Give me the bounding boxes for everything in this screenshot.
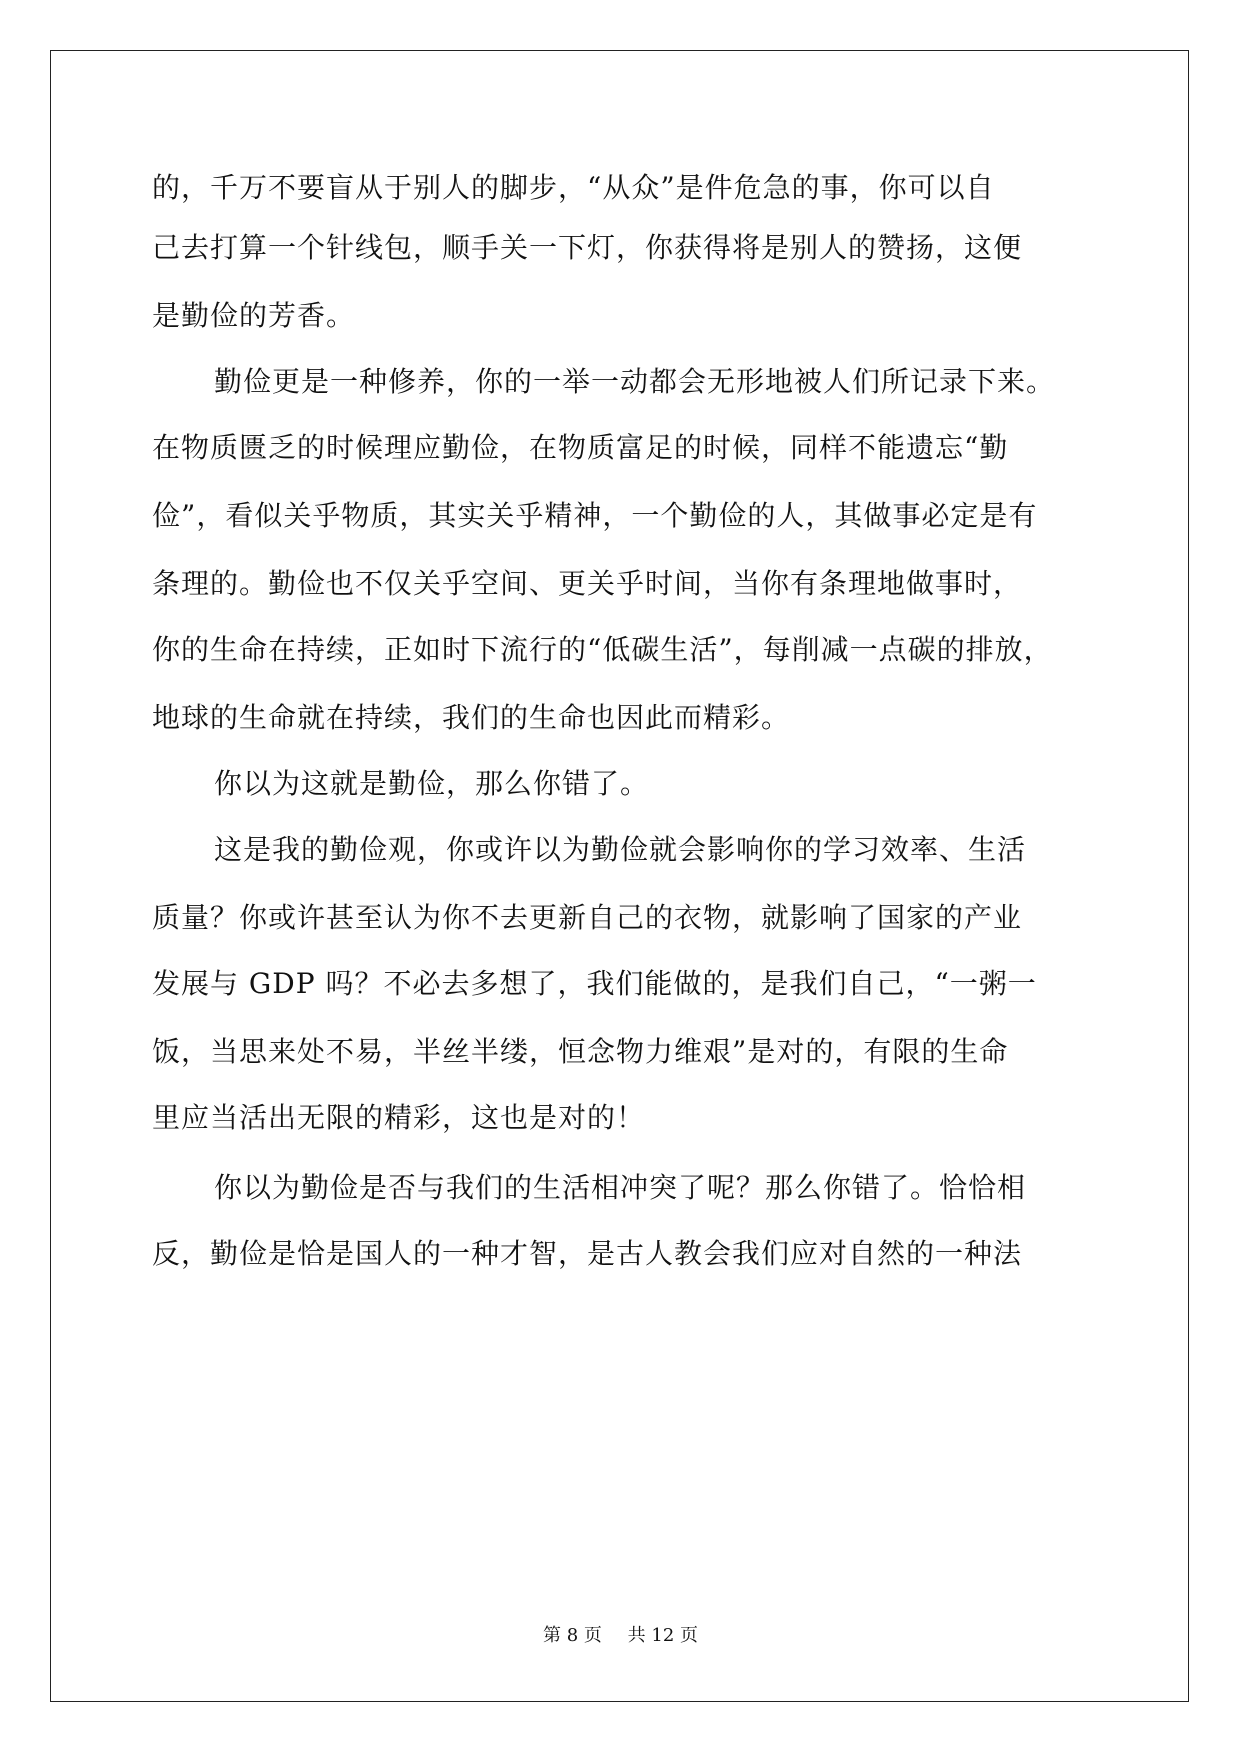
text-line: 这是我的勤俭观，你或许以为勤俭就会影响你的学习效率、生活	[214, 833, 1027, 866]
text-line: 饭，当思来处不易，半丝半缕，恒念物力维艰”是对的，有限的生命	[152, 1035, 1009, 1068]
text-line: 俭”，看似关乎物质，其实关乎精神，一个勤俭的人，其做事必定是有	[152, 499, 1038, 532]
page-footer	[0, 1624, 1241, 1648]
text-line: 在物质匮乏的时候理应勤俭，在物质富足的时候，同样不能遗忘“勤	[152, 431, 1009, 464]
text-line: 你以为勤俭是否与我们的生活相冲突了呢？那么你错了。恰恰相	[214, 1171, 1027, 1204]
text-line: 勤俭更是一种修养，你的一举一动都会无形地被人们所记录下来。	[214, 365, 1056, 398]
text-line: 你以为这就是勤俭，那么你错了。	[214, 767, 650, 800]
text-line: 质量？你或许甚至认为你不去更新自己的衣物，就影响了国家的产业	[152, 901, 1023, 934]
text-line: 条理的。勤俭也不仅关乎空间、更关乎时间，当你有条理地做事时，	[152, 567, 1023, 600]
text-line: 你的生命在持续，正如时下流行的“低碳生活”，每削减一点碳的排放，	[152, 633, 1053, 666]
page-number-current: 第 8 页	[543, 1625, 602, 1646]
text-line: 地球的生命就在持续，我们的生命也因此而精彩。	[152, 701, 791, 734]
text-line: 发展与 GDP 吗？不必去多想了，我们能做的，是我们自己，“一粥一	[152, 967, 1037, 1000]
text-line: 的，千万不要盲从于别人的脚步，“从众”是件危急的事，你可以自	[152, 171, 995, 204]
text-line: 里应当活出无限的精彩，这也是对的！	[152, 1101, 646, 1134]
text-line: 是勤俭的芳香。	[152, 299, 356, 332]
text-line: 己去打算一个针线包，顺手关一下灯，你获得将是别人的赞扬，这便	[152, 231, 1023, 264]
page-number-total: 共 12 页	[627, 1625, 698, 1646]
text-line: 反，勤俭是恰是国人的一种才智，是古人教会我们应对自然的一种法	[152, 1237, 1023, 1270]
